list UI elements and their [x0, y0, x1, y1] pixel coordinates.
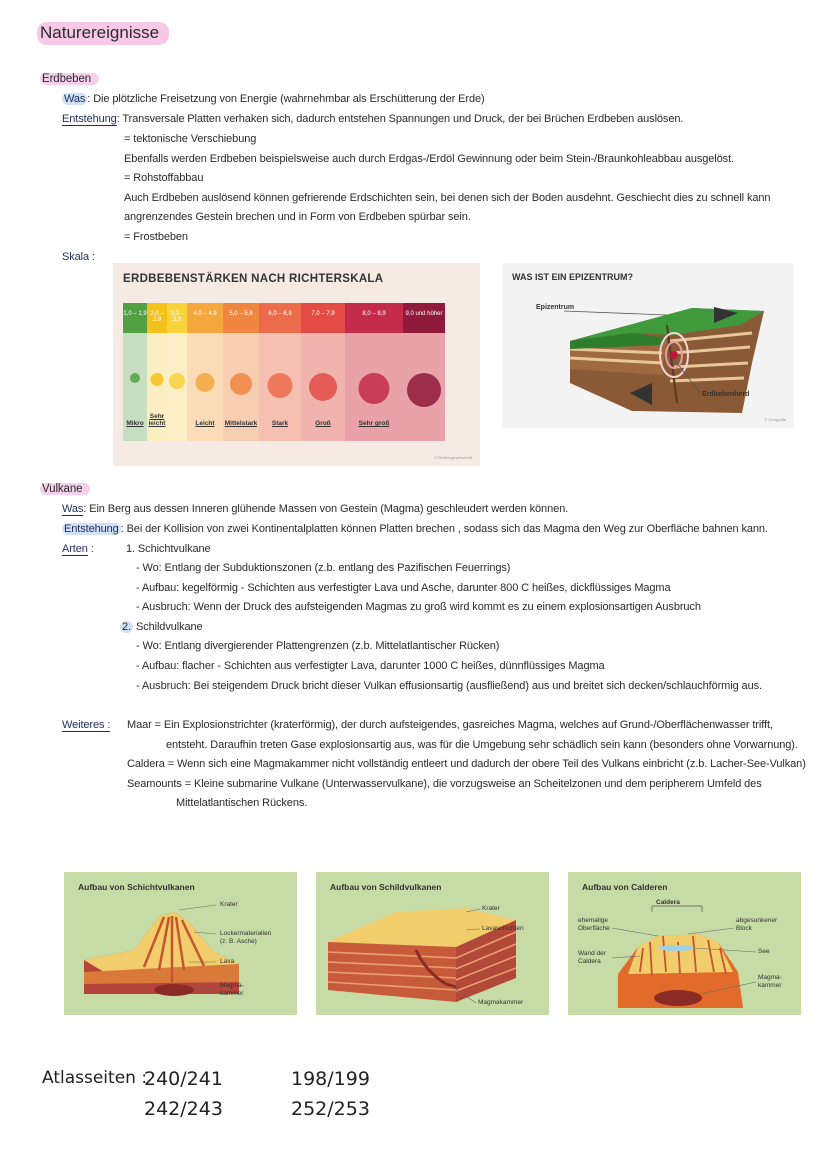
richter-intensity-icon: [196, 373, 215, 392]
schichtvulkane-heading: 1. Schichtvulkane: [126, 543, 211, 555]
schichtvulkan-illustration: [64, 872, 297, 1015]
richter-column: [147, 303, 167, 441]
schildvulkan-illustration: [316, 872, 549, 1015]
page-title: Naturereignisse: [37, 22, 169, 45]
section-heading-vulkane: Vulkane: [40, 480, 90, 500]
richter-column-body: [147, 333, 167, 441]
schild-wo: - Wo: Entlang divergierender Plattengrenzen (z.b. Mittelatlantischer Rücken): [136, 640, 500, 652]
richter-label: Sehr leicht: [148, 413, 166, 427]
richter-intensity-icon: [407, 373, 441, 407]
richter-range: 7,0 – 7,9: [311, 311, 335, 317]
richter-intensity-icon: [230, 373, 252, 395]
richter-column-header: [345, 303, 403, 333]
richter-column-header: [259, 303, 301, 333]
richter-range: 1,0 – 1,9: [123, 311, 147, 317]
schicht-aufbau: - Aufbau: kegelförmig - Schichten aus verfestigter Lava und Asche, darunter 800 C heißes, dickflüssiges Magma: [136, 582, 671, 594]
richter-label: Mittelstark: [224, 420, 258, 427]
richter-column-body: [345, 333, 403, 441]
epicenter-title: WAS IST EIN EPIZENTRUM?: [512, 272, 634, 282]
schildvulkane-heading: 2. Schildvulkane: [122, 621, 203, 633]
caldera-top-label: Caldera: [656, 899, 680, 906]
erdbeben-line: = Frostbeben: [124, 231, 188, 243]
richter-column-header: [223, 303, 259, 333]
caldera-abg-label: abgesunkener: [736, 917, 778, 924]
erdbeben-was: Was : Die plötzliche Freisetzung von Energie (wahrnehmbar als Erschütterung der Erde): [64, 93, 485, 105]
schicht-locker-label: Lockermaterialien: [220, 930, 272, 937]
weiteres-line: Caldera = Wenn sich eine Magmakammer nicht vollständig entleert und dadurch der obere Teil des Vulkans einbricht (z.b. Lacher-See-Vulkan): [127, 758, 806, 770]
erdbeben-entstehung: Entstehung: Transversale Platten verhaken sich, dadurch entstehen Spannungen und Druck, der bei Brüchen Erdbeben auslösen.: [62, 113, 684, 125]
richter-credit: © Richtergesellschaft: [434, 455, 472, 460]
richter-intensity-icon: [268, 373, 293, 398]
richter-column-header: [167, 303, 187, 333]
atlas-page: 252/253: [291, 1098, 370, 1120]
richter-range: 9,0 und höher: [405, 311, 443, 317]
richter-column-body: [301, 333, 345, 441]
vulkane-arten: Arten :: [62, 543, 94, 555]
richter-range: 6,0 – 6,9: [268, 311, 292, 317]
richter-intensity-icon: [130, 373, 140, 383]
richter-column: [301, 303, 345, 441]
schild-magma-label: Magmakammer: [478, 999, 524, 1006]
caldera-see-label: See: [758, 948, 770, 955]
schicht-krater-label: Krater: [220, 901, 238, 908]
epicenter-illustration: [502, 263, 794, 428]
richter-label: Stark: [271, 420, 289, 427]
schicht-magma-label: Magma-: [220, 982, 244, 989]
skala-label: Skala :: [62, 251, 95, 263]
caldera-kammer-label: kammer: [758, 982, 782, 989]
richter-column-header: [403, 303, 445, 333]
section-heading-erdbeben: Erdbeben: [40, 70, 99, 90]
richter-label: Groß: [315, 420, 331, 427]
weiteres-line: Maar = Ein Explosionstrichter (kraterförmig), der durch aufsteigendes, gasreiches Magma, welches auf Grund-/Oberflächenwasser trifft,: [127, 719, 773, 731]
richter-column-header: [187, 303, 223, 333]
schild-krater-label: Krater: [482, 905, 500, 912]
atlas-label: Atlasseiten :: [42, 1068, 148, 1088]
richter-label: Leicht: [195, 420, 215, 427]
richter-column: [167, 303, 187, 441]
richter-scale-figure: [113, 263, 480, 466]
vulkane-was: Was: Ein Berg aus dessen Inneren glühende Massen von Gestein (Magma) geschleudert werden können.: [62, 503, 569, 515]
richter-intensity-icon: [309, 373, 337, 401]
schichtvulkan-title: Aufbau von Schichtvulkanen: [78, 882, 195, 892]
caldera-wand-label: Wand der: [578, 950, 606, 957]
schild-ausbruch: - Ausbruch: Bei steigendem Druck bricht dieser Vulkan effusionsartig (ausfließend) aus und breitet sich decken/schlauchförmig aus.: [136, 680, 762, 692]
richter-range: 2,0 – 2,9: [150, 311, 164, 323]
richter-column: [223, 303, 259, 441]
caldera-illustration: [568, 872, 801, 1015]
erdbeben-line: Ebenfalls werden Erdbeben beispielsweise auch durch Erdgas-/Erdöl Gewinnung oder beim Stein-/Braunkohleabbau ausgelöst.: [124, 153, 734, 165]
richter-column-body: [187, 333, 223, 441]
schildvulkan-title: Aufbau von Schildvulkanen: [330, 882, 442, 892]
richter-column-header: [147, 303, 167, 333]
atlas-page: 242/243: [144, 1098, 223, 1120]
caldera-oberflaeche-label: Oberfläche: [578, 925, 610, 932]
erdbeben-line: = tektonische Verschiebung: [124, 133, 257, 145]
richter-column-body: [403, 333, 445, 441]
epicenter-credit: © Geografie: [764, 417, 786, 422]
weiteres-line: entsteht. Daraufhin treten Gase explosionsartig aus, was für die Umgebung sehr schädlich sein kann (besonders ohne Vorwarnung).: [166, 739, 798, 751]
richter-column: [123, 303, 147, 441]
richter-column-body: [123, 333, 147, 441]
caldera-magma-label: Magma-: [758, 974, 782, 981]
schicht-lava-label: Lava: [220, 958, 235, 965]
caldera-ehem-label: ehemalige: [578, 917, 608, 924]
schicht-wo: - Wo: Entlang der Subduktionszonen (z.b. entlang des Pazifischen Feuerrings): [136, 562, 511, 574]
atlas-page: 198/199: [291, 1068, 370, 1090]
schichtvulkan-diagram: [64, 872, 297, 1015]
weiteres-label: Weiteres :: [62, 719, 111, 731]
atlas-page: 240/241: [144, 1068, 223, 1090]
richter-column-body: [167, 333, 187, 441]
schild-lava-label: Lavaschichten: [482, 925, 524, 932]
schicht-locker2-label: (z. B. Asche): [220, 938, 257, 945]
erdbebenherd-label: Erdbebenherd: [702, 391, 750, 398]
schicht-kammer-label: kammer: [220, 990, 244, 997]
erdbeben-line: angrenzendes Gestein brechen und in Form von Erdbeben spürbar sein.: [124, 211, 471, 223]
richter-intensity-icon: [359, 373, 390, 404]
richter-column-body: [259, 333, 301, 441]
richter-label: Mikro: [126, 420, 144, 427]
caldera-diagram: [568, 872, 801, 1015]
richter-column-header: [123, 303, 147, 333]
richter-column: [187, 303, 223, 441]
caldera-wand2-label: Caldera: [578, 958, 601, 965]
richter-range: 5,0 – 5,9: [229, 311, 253, 317]
richter-column-body: [223, 333, 259, 441]
richter-intensity-icon: [169, 373, 185, 389]
epicenter-figure: [502, 263, 794, 428]
richter-column: [259, 303, 301, 441]
richter-range: 4,0 – 4,9: [193, 311, 217, 317]
richter-range: 3,0 – 3,9: [170, 311, 184, 323]
vulkane-entstehung: Entstehung : Bei der Kollision von zwei Kontinentalplatten können Platten brechen , sodass sich das Magma den Weg zur Oberfläche bahnen kann.: [64, 523, 768, 535]
epizentrum-label: Epizentrum: [536, 304, 575, 311]
richter-column: [403, 303, 445, 441]
richter-title: ERDBEBENSTÄRKEN NACH RICHTERSKALA: [123, 273, 384, 285]
richter-label: Sehr groß: [358, 420, 390, 427]
richter-intensity-icon: [151, 373, 164, 386]
erdbeben-line: = Rohstoffabbau: [124, 172, 204, 184]
weiteres-line: Mittelatlantischen Rückens.: [176, 797, 308, 809]
schild-aufbau: - Aufbau: flacher - Schichten aus verfestigter Lava, darunter 1000 C heißes, dünnflüssiges Magma: [136, 660, 605, 672]
richter-range: 8,0 – 8,9: [362, 311, 386, 317]
weiteres-line: Seamounts = Kleine submarine Vulkane (Unterwasservulkane), die vorzugsweise an Scheitelzonen und dem peripherem Umfeld des: [127, 778, 762, 790]
schicht-ausbruch: - Ausbruch: Wenn der Druck des aufsteigenden Magmas zu groß wird kommt es zu einem explosionsartigen Ausbruch: [136, 601, 701, 613]
richter-column-header: [301, 303, 345, 333]
erdbeben-line: Auch Erdbeben auslösend können gefrierende Erdschichten sein, bei denen sich der Boden ausdehnt. Geschiecht dies zu schnell kann: [124, 192, 771, 204]
richter-column: [345, 303, 403, 441]
caldera-title: Aufbau von Calderen: [582, 882, 668, 892]
caldera-block-label: Block: [736, 925, 752, 932]
schildvulkan-diagram: [316, 872, 549, 1015]
